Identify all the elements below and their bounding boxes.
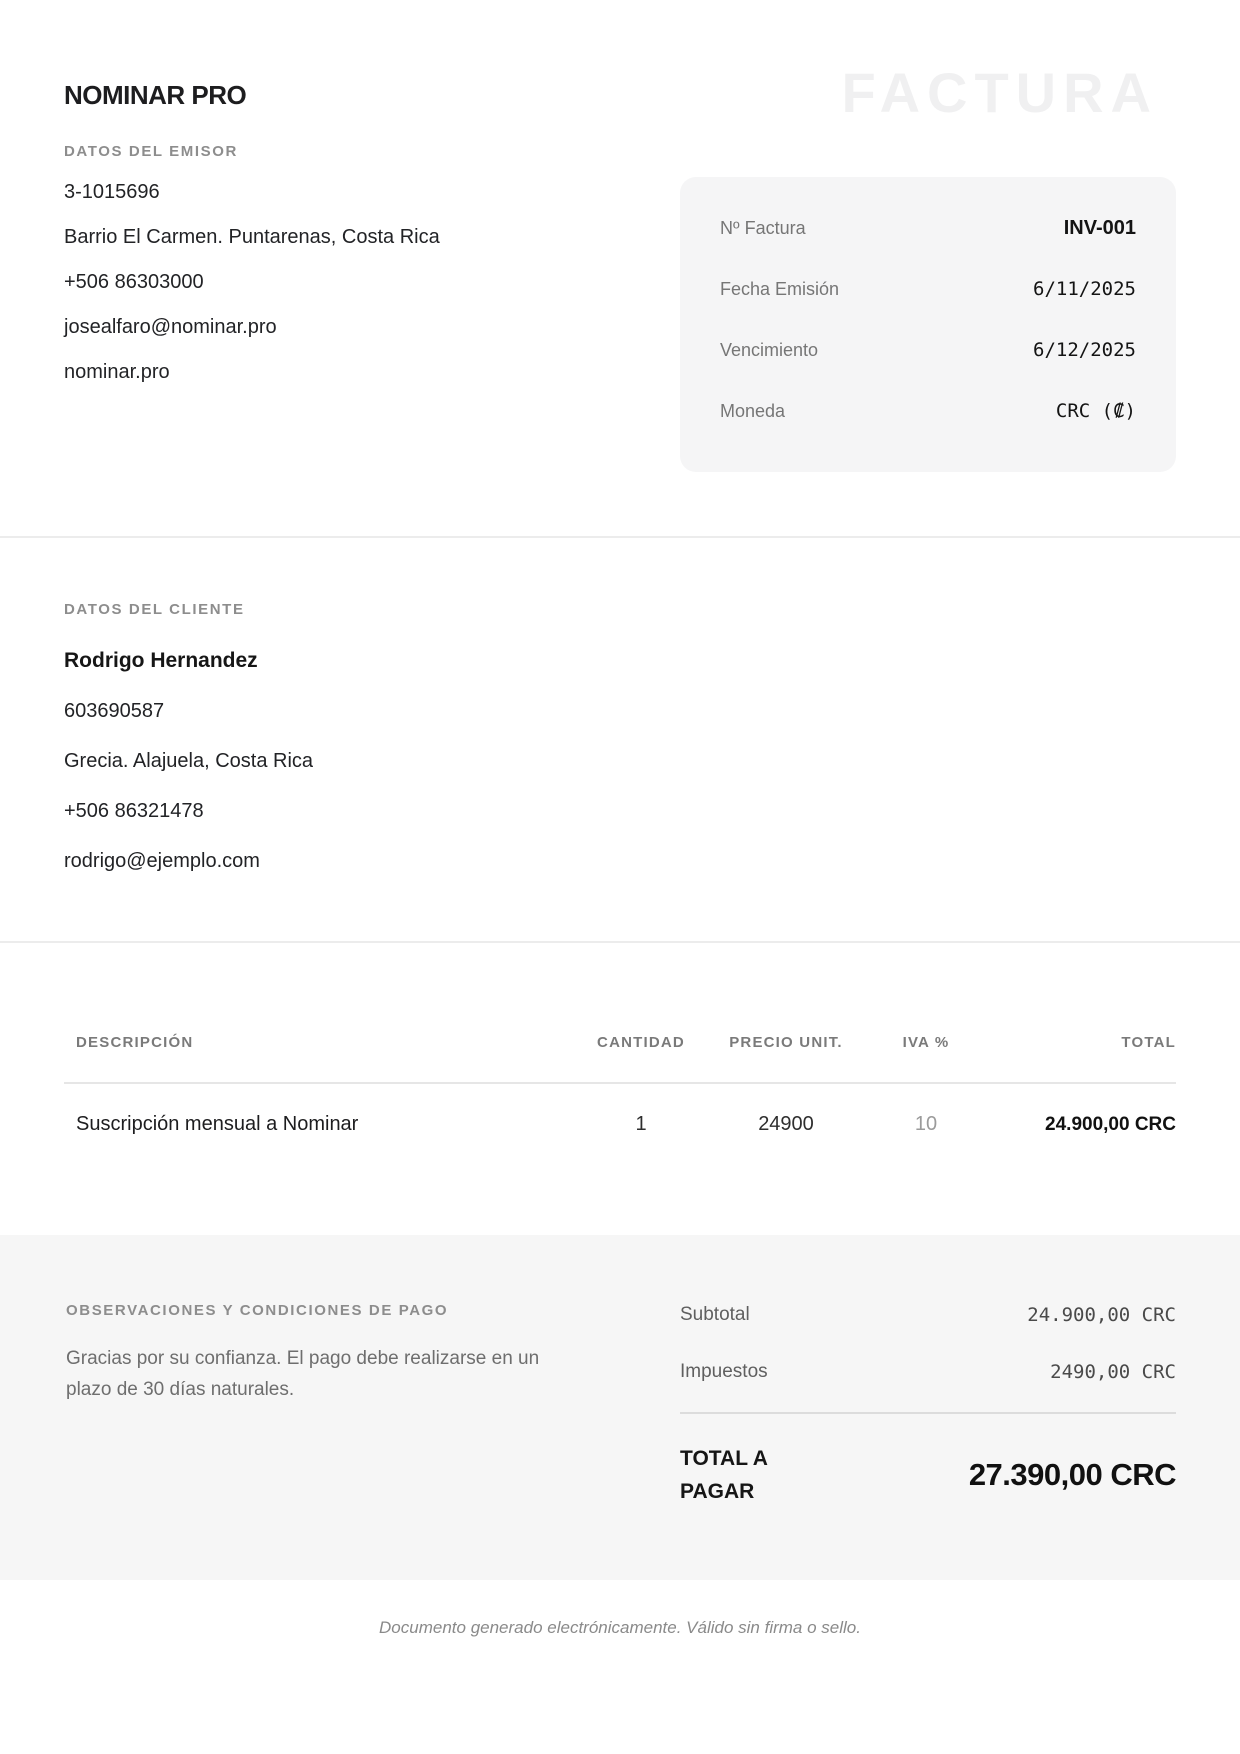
item-unit-price: 24900 <box>758 1113 814 1135</box>
client-name: Rodrigo Hernandez <box>64 649 258 672</box>
factura-watermark: FACTURA <box>841 61 1158 124</box>
emitter-email: josealfaro@nominar.pro <box>64 316 277 338</box>
section-divider-emitter-client <box>0 536 1240 538</box>
summary-section <box>0 1235 1240 1580</box>
header-description: DESCRIPCIÓN <box>76 1034 194 1051</box>
item-iva: 10 <box>914 1113 938 1135</box>
client-section-label: DATOS DEL CLIENTE <box>64 601 245 618</box>
client-details <box>64 636 684 886</box>
totals-block <box>680 1304 1176 1508</box>
client-section <box>64 601 684 886</box>
taxes-row <box>680 1361 1176 1383</box>
client-phone: +506 86321478 <box>64 800 204 822</box>
grand-total-value: 27.390,00 CRC <box>968 1457 1176 1492</box>
notes-text: Gracias por su confianza. El pago debe realizarse en un plazo de 30 días naturales. <box>66 1348 540 1400</box>
issue-date-label: Fecha Emisión <box>720 278 840 299</box>
company-name: NOMINAR PRO <box>64 80 247 110</box>
grand-total-label: TOTAL A PAGAR <box>680 1447 768 1503</box>
invoice-number-value: INV-001 <box>1063 216 1136 239</box>
notes-label: OBSERVACIONES Y CONDICIONES DE PAGO <box>66 1302 449 1319</box>
subtotal-value: 24.900,00 CRC <box>1027 1304 1176 1326</box>
due-date-label: Vencimiento <box>720 339 819 360</box>
emitter-section-label: DATOS DEL EMISOR <box>64 143 238 160</box>
taxes-value: 2490,00 CRC <box>1050 1361 1176 1383</box>
header-total: TOTAL <box>1121 1034 1176 1051</box>
client-id: 603690587 <box>64 700 165 722</box>
due-date-row <box>720 339 1136 361</box>
item-total: 24.900,00 CRC <box>1045 1113 1176 1135</box>
subtotal-row <box>680 1304 1176 1326</box>
table-row <box>76 1113 1176 1136</box>
emitter-details <box>64 170 624 395</box>
item-description: Suscripción mensual a Nominar <box>76 1113 359 1135</box>
header-unit-price: PRECIO UNIT. <box>729 1034 843 1051</box>
emitter-section <box>64 143 624 395</box>
emitter-website: nominar.pro <box>64 361 170 383</box>
currency-value: CRC (₡) <box>1055 400 1136 422</box>
grand-total-row <box>680 1442 1176 1508</box>
invoice-number-row <box>720 217 1136 239</box>
totals-divider <box>680 1412 1176 1414</box>
notes-block <box>66 1302 571 1405</box>
emitter-tax-id: 3-1015696 <box>64 181 160 203</box>
currency-label: Moneda <box>720 400 786 421</box>
table-header-divider <box>64 1082 1176 1084</box>
item-quantity: 1 <box>635 1113 647 1135</box>
items-table-header <box>76 1034 1176 1051</box>
emitter-address: Barrio El Carmen. Puntarenas, Costa Rica <box>64 226 440 248</box>
due-date-value: 6/12/2025 <box>1033 339 1136 361</box>
header-quantity: CANTIDAD <box>597 1034 685 1051</box>
taxes-label: Impuestos <box>680 1361 768 1382</box>
invoice-number-label: Nº Factura <box>720 217 806 238</box>
footer-note: Documento generado electrónicamente. Válido sin firma o sello. <box>379 1618 861 1637</box>
emitter-phone: +506 86303000 <box>64 271 204 293</box>
issue-date-value: 6/11/2025 <box>1033 278 1136 300</box>
client-email: rodrigo@ejemplo.com <box>64 850 260 872</box>
header-iva: IVA % <box>902 1034 950 1051</box>
client-address: Grecia. Alajuela, Costa Rica <box>64 750 314 772</box>
currency-row <box>720 400 1136 422</box>
issue-date-row <box>720 278 1136 300</box>
subtotal-label: Subtotal <box>680 1304 750 1325</box>
invoice-meta-box <box>680 177 1176 472</box>
section-divider-client-items <box>0 941 1240 943</box>
